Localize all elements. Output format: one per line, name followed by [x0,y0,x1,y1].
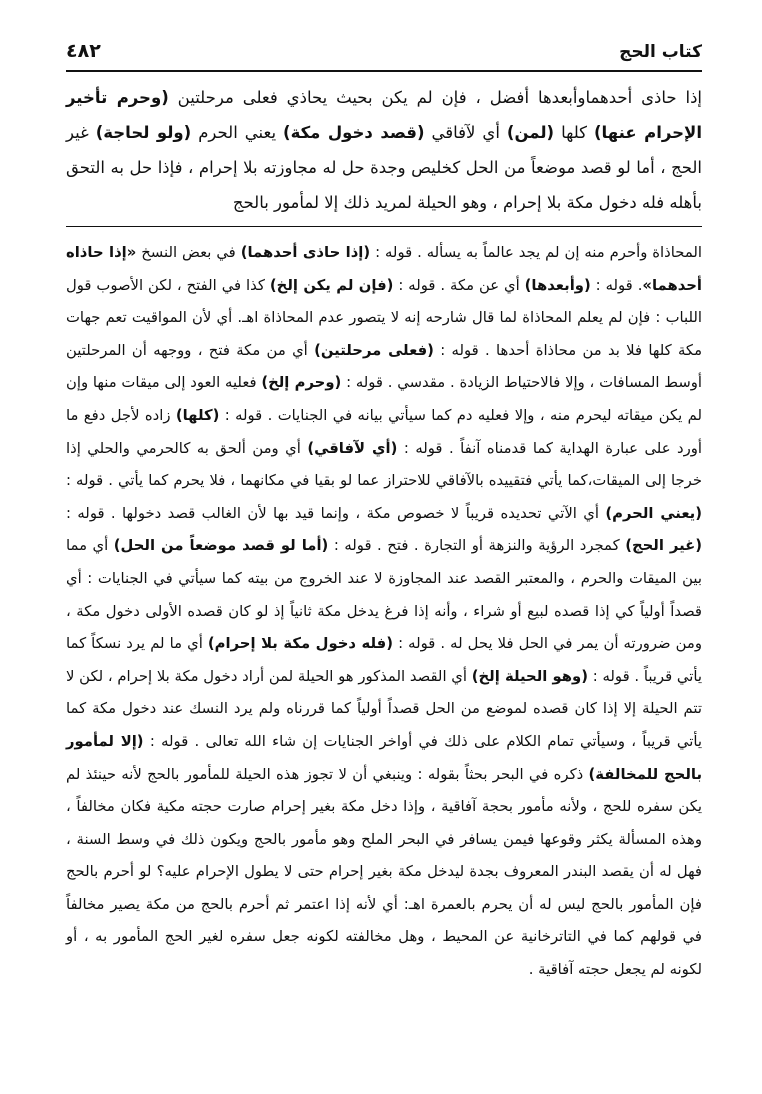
book-page [66,38,702,1068]
commentary-text [66,237,702,987]
commentary-segment: أي القصد المذكور هو الحيلة لمن أراد دخول مكة بلا إحرام ، لكن لا تتم الحيلة إلا إذا كان قصده لموضع من الحل قصداً أولياً كما قررناه ولم يرد النسك عند دخول مكة كما يأتي قريباً ، وسيأتي تمام الكلام على ذلك في أواخر الجنايات إن شاء الله تعالى . قوله : [66,667,702,750]
commentary-segment: ذكره في البحر بحثاً بقوله : وينبغي أن لا تجوز هذه الحيلة للمأمور بالحج لأنه حينئذ لم يكن سفره للحج ، ولأنه مأمور بحجة آفاقية ، وإذا دخل مكة بغير إحرام صارت حجته مكية فكان مخالفاً ، وهذه المسألة يكثر وقوعها فيمن يسافر في البحر الملح وهو مأمور بالحج ويكون ذلك في وسط السنة ، فهل له أن يقصد البندر المعروف بجدة ليدخل مكة بغير إحرام حتى لا يطول الإحرام عليه؟ لو أحرم بالحج فإن المأمور بالحج ليس له أن يحرم بالعمرة اهـ: أي لأنه إذا اعتمر ثم أحرم بالحج من مكة يصير مخالفاً في قولهم كما في التاترخانية عن المحيط ، وهل مخالفته لكونه جعل سفره لغير الحج المأمور به ، أو لكونه لم يجعل حجته آفاقية . [66,765,702,979]
commentary-segment: (وهو الحيلة إلخ) [471,667,589,685]
main-text-segment: (قصد دخول مكة) [283,123,425,142]
main-text-segment: إذا حاذى أحدهما [585,88,702,107]
commentary-segment: أي مما بين الميقات والحرم ، والمعتبر القصد عند المجاوزة لا عند الخروج من بيته كما سيأتي في الجنايات : أي قصداً أولياً كي إذا قصده لبيع أو شراء ، وأنه إذا فرغ يدخل مكة ثانياً إذ لو كان قصده الأولى دخول مكة ، ومن ضرورته أن يمر في الحل فلا يحل له . قوله : [66,537,702,653]
main-text [66,80,702,227]
commentary-segment: أي ومن ألحق به كالحرمي والحلي إذا خرجا إلى الميقات،كما يأتي فتقييده بالآفاقي للاحتراز عما لو بقيا في مكانهما ، فلا يحرم كما يأتي . قوله : [66,439,702,490]
chapter-title: كتاب الحج [619,42,702,62]
main-text-segment: وأبعدها [537,88,586,107]
main-text-segment: يعني الحرم [191,123,284,142]
commentary-segment: (فعلى مرحلتين) [314,341,434,359]
commentary-segment: (وأبعدها) [524,276,591,294]
commentary-segment: كذا في الفتح ، لكن الأصوب قول اللباب : فإن لم يعلم المحاذاة لما قال شارحه إنه لا يتصور عدم المحاذاة اهـ. أي لأن المواقيت تعم جهات مكة كلها فلا بد من محاذاة أحدها . قوله : [66,276,703,359]
commentary-segment: أي من مكة فتح ، ووجهه أن المرحلتين أوسط المسافات ، وإلا فالاحتياط الزيادة . مقدسي . قوله : [66,341,702,392]
main-text-segment: (لمن) [506,123,555,142]
commentary-segment: (فإن لم يكن إلخ) [269,276,394,294]
commentary-segment: «إذا حاذاه أحدهما» [66,244,702,294]
page-number: ٤٨٢ [66,40,101,62]
commentary-segment: المحاذاة وأحرم منه إن لم يجد عالماً به يسأله . قوله : [370,244,702,261]
main-text-segment: أي لآفاقي [424,123,507,142]
commentary-segment: (أما لو قصد موضعاً من الحل) [113,537,329,555]
commentary-segment: زاده لأجل دفع ما أورد على عبارة الهداية كما قدمناه آنفاً . قوله : [66,406,703,457]
commentary-segment: (وحرم إلخ) [261,374,342,392]
main-text-segment: (ولو لحاجة) [95,123,192,142]
commentary-segment: أي الآتي تحديده قريباً لا خصوص مكة ، وإنما قيد بها لأن الغالب قصد دخولها . قوله : [66,504,606,522]
main-text-segment: غير الحج ، أما لو قصد موضعاً من الحل كخليص وجدة حل له مجاوزته بلا إحرام ، فإذا حل به التحق بأهله فله دخول مكة بلا إحرام ، وهو الحيلة لمريد ذلك إلا لمأمور بالحج [66,123,702,212]
main-text-segment: (وحرم تأخير الإحرام عنها) [66,88,702,142]
commentary-segment: (فله دخول مكة بلا إحرام) [207,635,394,653]
commentary-segment: كمجرد الرؤية والنزهة أو التجارة . فتح . قوله : [328,537,626,555]
commentary-segment: . قوله : [590,276,643,294]
commentary-segment: (إلا لمأمور بالحج للمخالفة) [66,732,702,783]
commentary-segment: أي عن مكة . قوله : [393,276,525,294]
commentary-segment: (كلها) [175,406,220,424]
commentary-segment: (يعني الحرم) [605,504,702,522]
commentary-segment: في بعض النسخ [136,244,241,261]
commentary-segment: (غير الحج) [625,537,703,555]
commentary-segment: فعليه العود إلى ميقات منها وإن لم يكن ميقاته ليحرم منه ، وإلا فعليه دم كما سيأتي بيانه في الجنايات . قوله : [66,374,702,424]
commentary-segment: أي ما لم يرد نسكاً كما يأتي قريباً . قوله : [66,635,702,685]
main-text-segment: كلها [554,123,595,142]
main-text-segment: أفضل ، فإن لم يكن بحيث يحاذي فعلى مرحلتين [168,88,538,107]
commentary-segment: (أي لآفاقي) [307,439,398,457]
page-header [66,38,702,72]
commentary-segment: (إذا حاذى أحدهما) [240,244,371,261]
